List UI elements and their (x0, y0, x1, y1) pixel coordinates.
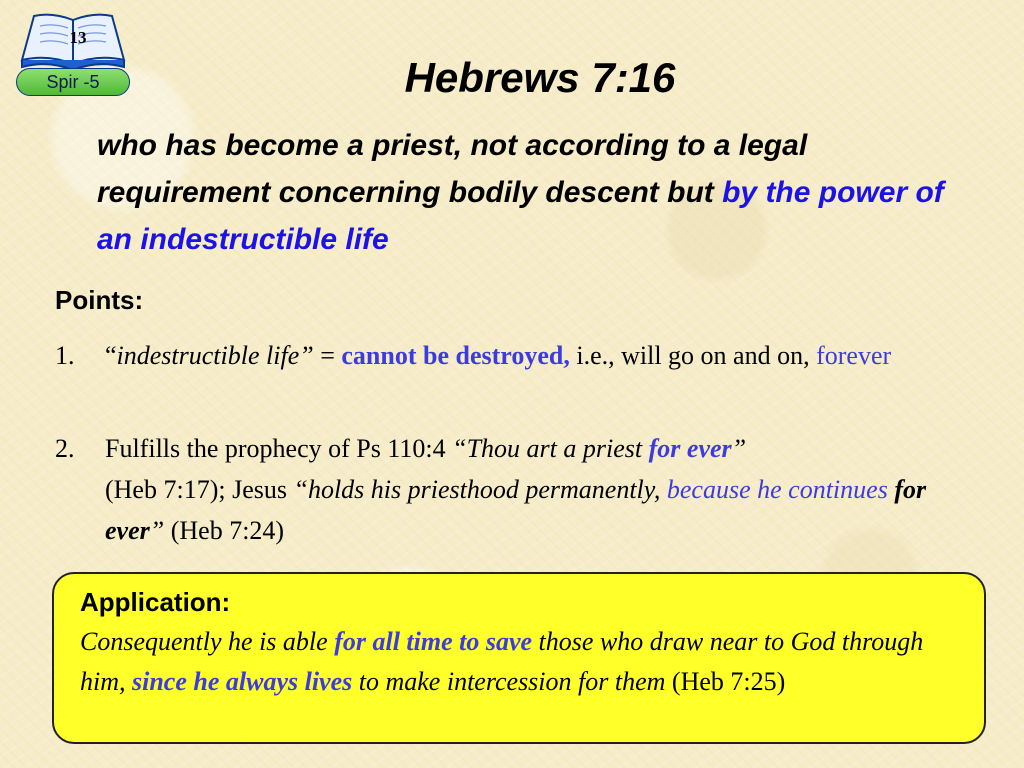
point-item (55, 428, 975, 551)
application-heading: Application: (80, 587, 231, 617)
italic-term: indestructible life” (116, 341, 314, 370)
point-number: 1. (55, 341, 75, 370)
reference-one: (Heb 7:17); Jesus (105, 475, 294, 504)
equals-sign: = (313, 341, 342, 370)
quote-two: “holds his priesthood permanently, (293, 475, 667, 504)
quote-two-emphasis: for ever (105, 475, 927, 545)
point-intro: Fulfills the prophecy of Ps 110:4 (105, 434, 453, 463)
app-emphasis-two: since he always lives (132, 667, 353, 696)
point-body (105, 335, 975, 376)
app-reference: (Heb 7:25) (665, 667, 786, 696)
point-body (105, 428, 975, 551)
quote-two-blue: because he continues (666, 475, 895, 504)
application-text (80, 622, 970, 702)
definition: cannot be destroyed, (341, 341, 570, 370)
app-text-three: to make intercession for them (352, 667, 666, 696)
points-heading: Points: (55, 285, 144, 315)
verse-text (97, 122, 977, 263)
open-quote: “ (105, 341, 117, 370)
point-rest: i.e., will go on and on, (569, 341, 817, 370)
forever-word: forever (816, 341, 892, 370)
app-text-two: those who draw near to God through him, (80, 627, 924, 696)
verse-highlight: by the power of an indestructible life (97, 176, 944, 256)
reference-two: (Heb 7:24) (164, 516, 285, 545)
point-number: 2. (55, 434, 75, 463)
quote-one-close: ” (731, 434, 747, 463)
series-label: Spir -5 (16, 68, 130, 96)
quote-one: “Thou art a priest (452, 434, 649, 463)
verse-part: who has become a priest, not according to a legal requirement concerning bodily descent but (97, 129, 808, 209)
slide-number: 13 (69, 28, 87, 47)
app-emphasis-one: for all time to save (334, 627, 533, 656)
point-item (55, 335, 975, 376)
quote-two-close: ” (149, 516, 165, 545)
quote-one-emphasis: for ever (648, 434, 732, 463)
slide-title: Hebrews 7:16 (404, 54, 676, 101)
app-text-one: Consequently he is able (80, 627, 335, 656)
application-box (52, 572, 986, 744)
